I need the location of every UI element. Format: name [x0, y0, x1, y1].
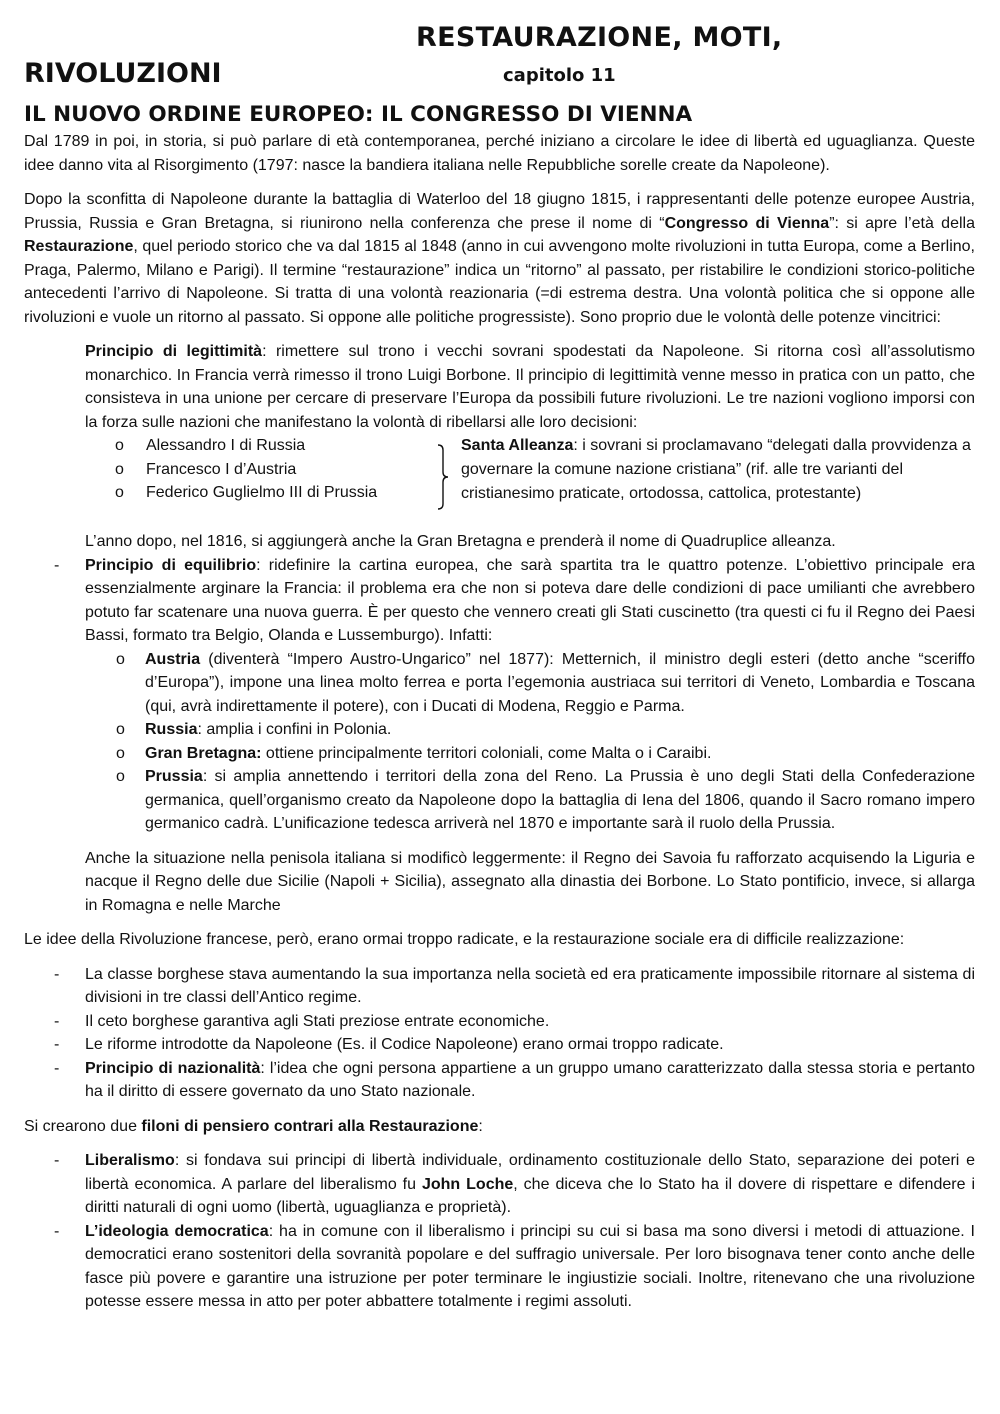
power-austria [145, 648, 975, 719]
text-run: Le riforme introdotte da Napoleone (Es. il Codice Napoleone) erano ormai troppo radicate. [85, 1036, 724, 1053]
idea-item [85, 1057, 975, 1104]
text-run: Dopo la sconfitta di Napoleone durante la battaglia di Waterloo del 18 giugno 1815, i rappresentanti delle potenze europee Austria, Prussia, Russia e Gran Bretagna, si riunirono nella conferenza che prese il nome di “ [24, 191, 975, 232]
power-russia [145, 718, 975, 742]
text-run: : i sovrani si proclamavano “delegati dalla provvidenza a governare la comune nazione cristiana” (rif. alle tre varianti del cristianesimo praticate, ortodossa, cattolica, protestante) [461, 437, 971, 502]
currents-intro [24, 1115, 975, 1139]
dash-bullet-icon: - [54, 1152, 60, 1169]
liberalism-item [85, 1149, 975, 1220]
list-item [24, 648, 975, 719]
list-item [24, 718, 975, 742]
equilibrium-paragraph [85, 554, 975, 648]
power-label: Russia [145, 721, 198, 738]
circle-bullet-icon: o [115, 460, 124, 478]
holy-alliance-label: Santa Alleanza [461, 437, 574, 454]
text-run: : si fondava sui principi di libertà individuale, ordinamento costituzionale dello Stato, separazione dei poteri e libertà economica. A parlare del liberalismo fu [85, 1152, 975, 1193]
list-item [24, 1220, 975, 1314]
quadruple-alliance-paragraph: L’anno dopo, nel 1816, si aggiungerà anche la Gran Bretagna e prenderà il nome di Quadruplice alleanza. [85, 533, 836, 550]
holy-alliance-block [85, 434, 975, 530]
sovereigns-list [85, 434, 431, 530]
dash-bullet-icon: - [54, 1059, 60, 1077]
text-run: ottiene principalmente territori coloniali, come Malta o i Caraibi. [261, 744, 712, 762]
text-run: : l’idea che ogni persona appartiene a un gruppo umano caratterizzato dalla stessa storia e pertanto ha il diritto di essere governato da uno Stato nazionale. [85, 1059, 975, 1100]
chapter-label: capitolo 11 [503, 65, 616, 86]
congress-term: Congresso di Vienna [664, 214, 830, 232]
text-run: Si crearono due [24, 1117, 142, 1135]
holy-alliance-text [461, 434, 975, 530]
circle-bullet-icon: o [115, 484, 124, 501]
text-run: La classe borghese stava aumentando la sua importanza nella società ed era praticamente impossibile ritornare al sistema di divisioni in tre classi dell’Antico regime. [85, 965, 975, 1006]
list-item [85, 481, 431, 505]
nationality-label: Principio di nazionalità [85, 1059, 261, 1077]
idea-item [85, 1010, 975, 1034]
liberalism-label: Liberalismo [85, 1152, 175, 1169]
list-item [24, 1149, 975, 1220]
power-great-britain [145, 742, 975, 766]
text-run: : amplia i confini in Polonia. [197, 721, 392, 738]
text-run: ”: si apre l’età della [829, 214, 975, 232]
intro-paragraph: Dal 1789 in poi, in storia, si può parlare di età contemporanea, perché iniziano a circolare le idee di libertà ed uguaglianza. Queste idee danno vita al Risorgimento (1797: nasce la bandiera italiana nelle Repubbliche sorelle create da Napoleone). [24, 133, 975, 174]
power-label: Austria [145, 650, 201, 668]
democracy-item [85, 1220, 975, 1314]
dash-bullet-icon: - [54, 965, 60, 983]
power-label: Prussia [145, 768, 203, 785]
congress-paragraph [24, 188, 975, 329]
list-item [24, 1010, 975, 1034]
title-line-1: RESTAURAZIONE, MOTI, [416, 22, 783, 53]
list-item [24, 1057, 975, 1104]
text-run: : ridefinire la cartina europea, che sarà spartita tra le quattro potenze. L’obiettivo principale era essenzialmente arginare la Francia: il problema era che non si poteva dare delle condizioni di pace umilianti che avrebbero potuto far scatenare una nuova guerra. È per questo che vennero creati gli Stati cuscinetto (tra questi ci fu il Regno dei Paesi Bassi, formato tra Belgio, Olanda e Lussemburgo). Infatti: [85, 556, 976, 644]
text-run: : ha in comune con il liberalismo i principi su cui si basa ma sono diversi i metodi di attuazione. I democratici erano sostenitori della sovranità popolare e del suffragio universale. Per loro bisognava tener conto anche delle fasce più povere e garantire una istruzione per poter terminare le ingiustizie sociali. Inoltre, ritenevano che una rivoluzione potesse essere messa in atto per poter abbattere totalmente i regimi assoluti. [85, 1222, 976, 1310]
text-run: : si amplia annettendo i territori della zona del Reno. La Prussia è uno degli Stati della Confederazione germanica, quell’organismo creato da Napoleone dopo la battaglia di Iena del 1806, quando il Sacro romano impero germanico cadrà. L’unificazione tedesca arriverà nel 1870 e importante sarà il ruolo della Prussia. [145, 768, 975, 832]
idea-item [85, 963, 975, 1010]
list-item [24, 742, 975, 766]
circle-bullet-icon: o [116, 744, 125, 762]
power-label: Gran Bretagna: [145, 744, 262, 762]
text-run: Il ceto borghese garantiva agli Stati preziose entrate economiche. [85, 1012, 550, 1030]
legitimacy-label: Principio di legittimità [85, 343, 263, 360]
brace-icon [431, 434, 461, 530]
restoration-term: Restaurazione [24, 238, 134, 255]
democracy-label: L’ideologia democratica [85, 1222, 269, 1240]
sovereign-name: Francesco I d’Austria [146, 460, 297, 478]
dash-bullet-icon: - [54, 1036, 60, 1053]
currents-term: filoni di pensiero contrari alla Restaurazione [141, 1117, 479, 1135]
legitimacy-paragraph [24, 340, 975, 434]
list-item [24, 963, 975, 1010]
text-run: : rimettere sul trono i vecchi sovrani spodestati da Napoleone. Si ritorna così all’assolutismo monarchico. In Francia verrà rimesso il trono Luigi Borbone. Il principio di legittimità venne messo in pratica con un patto, che consisteva in una unione per cercare di preservare l’Europa da possibili future rivoluzioni. Le tre nazioni vogliono imporsi con la forza sulle nazioni che manifestano la volontà di ribellarsi alle loro decisioni: [85, 343, 976, 431]
dash-bullet-icon: - [54, 556, 60, 574]
section-title: IL NUOVO ORDINE EUROPEO: IL CONGRESSO DI VIENNA [24, 102, 693, 127]
list-item [24, 1033, 975, 1057]
list-item [85, 458, 431, 482]
italy-paragraph: Anche la situazione nella penisola italiana si modificò leggermente: il Regno dei Savoia fu rafforzato acquisendo la Liguria e nacque il Regno delle due Sicilie (Napoli + Sicilia), assegnato alla dinastia dei Borbone. Lo Stato pontificio, invece, si allarga in Romagna e nelle Marche [85, 849, 975, 914]
person-name: John Loche [421, 1175, 514, 1193]
circle-bullet-icon: o [116, 650, 125, 668]
idea-item [85, 1033, 975, 1057]
text-run: , che diceva che lo Stato ha il dovere di rispettare e difendere i diritti naturali di ogni uomo (libertà, uguaglianza e proprietà). [85, 1175, 975, 1216]
list-item [24, 765, 975, 836]
text-run: (diventerà “Impero Austro-Ungarico” nel 1877): Metternich, il ministro degli esteri (detto anche “sceriffo d’Europa”), impone una linea molto ferrea e porta l’egemonia austriaca sui territori di Veneto, Lombardia e Toscana (qui, avrà indirettamente il potere), con i Ducati di Modena, Reggio e Parma. [145, 650, 975, 715]
dash-bullet-icon: - [54, 1222, 60, 1240]
text-run: : [478, 1117, 483, 1135]
document-body [24, 130, 975, 1314]
dash-bullet-icon: - [54, 1012, 60, 1030]
equilibrium-label: Principio di equilibrio [85, 556, 257, 574]
circle-bullet-icon: o [116, 721, 125, 738]
sovereign-name: Federico Guglielmo III di Prussia [146, 484, 378, 501]
power-prussia [145, 765, 975, 836]
circle-bullet-icon: o [116, 768, 125, 785]
title-line-2: RIVOLUZIONI [24, 58, 222, 89]
text-run: , quel periodo storico che va dal 1815 al 1848 (anno in cui avvengono molte rivoluzioni in tutta Europa, come a Berlino, Praga, Palermo, Milano e Parigi). Il termine “restaurazione” indica un “ritorno” al passato, per ristabilire le condizioni storico-politiche antecedenti l’arrivo di Napoleone. Si tratta di una volontà reazionaria (=di estrema destra. Una volontà politica che si oppone alle rivoluzioni e vuole un ritorno al passato. Si oppone alle politiche progressiste). Sono proprio due le volontà delle potenze vincitrici: [24, 238, 975, 326]
ideas-intro: Le idee della Rivoluzione francese, però, erano ormai troppo radicate, e la restaurazione sociale era di difficile realizzazione: [24, 931, 905, 948]
list-item [85, 434, 431, 458]
list-item [24, 554, 975, 648]
sovereign-name: Alessandro I di Russia [146, 437, 306, 454]
circle-bullet-icon: o [115, 437, 124, 454]
